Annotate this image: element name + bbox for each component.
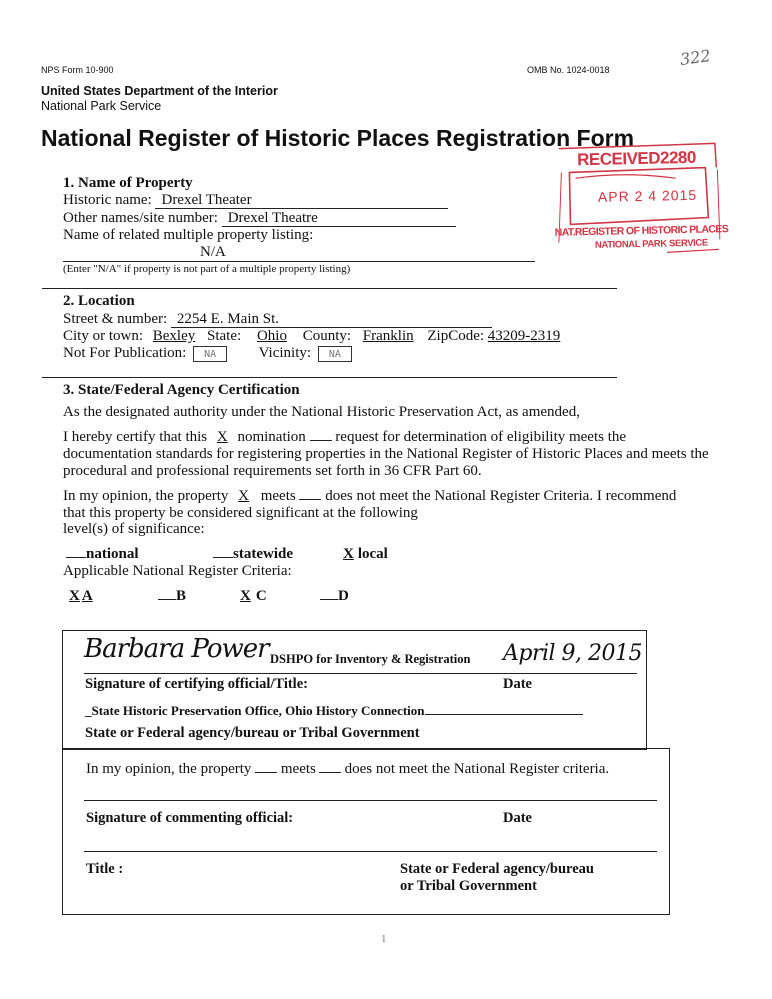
criteria-label: Applicable National Register Criteria: bbox=[63, 563, 292, 579]
office-prefix: _ bbox=[85, 703, 92, 718]
page-annotation: 322 bbox=[678, 45, 712, 70]
not-for-publication-label: Not For Publication: bbox=[63, 345, 187, 361]
nomination-mark: X bbox=[216, 429, 228, 445]
certifying-signature-line bbox=[84, 673, 637, 674]
commenting-meets-blank bbox=[255, 772, 277, 773]
certifying-signature-label: Signature of certifying official/Title: bbox=[85, 676, 308, 692]
certification-para1: As the designated authority under the National Historic Preservation Act, as amended, bbox=[63, 404, 580, 420]
criterion-c-label: C bbox=[255, 588, 267, 604]
city-row bbox=[63, 328, 560, 345]
page-number: 1 bbox=[381, 933, 387, 945]
level-local bbox=[337, 546, 388, 563]
stamp-received: RECEIVED2280 bbox=[576, 147, 697, 170]
page-title: National Register of Historic Places Registration Form bbox=[41, 125, 635, 151]
section3-heading: 3. State/Federal Agency Certification bbox=[63, 382, 300, 398]
para3-text-a: In my opinion, the property bbox=[63, 488, 229, 504]
level-national bbox=[66, 546, 139, 563]
stamp-line1: NAT.REGISTER OF HISTORIC PLACES bbox=[554, 223, 729, 239]
criterion-c-mark: X bbox=[240, 588, 251, 604]
opinion-para-line2: that this property be considered significant at the following bbox=[63, 505, 418, 521]
related-listing-label: Name of related multiple property listing: bbox=[63, 227, 314, 243]
zip-label: ZipCode: bbox=[427, 328, 485, 344]
statewide-blank bbox=[213, 557, 233, 558]
historic-name-label: Historic name: bbox=[63, 192, 152, 208]
certifying-signature: Barbara Power bbox=[84, 634, 269, 664]
criterion-c bbox=[234, 588, 267, 605]
stamp-line2: NATIONAL PARK SERVICE bbox=[594, 237, 708, 251]
para3-text-b: meets bbox=[260, 488, 296, 504]
form-number: NPS Form 10-900 bbox=[41, 65, 114, 75]
commenting-signature-line bbox=[84, 800, 657, 801]
certifying-office: State Historic Preservation Office, Ohio History Connection bbox=[91, 703, 425, 718]
para2-text-b: nomination bbox=[237, 429, 306, 445]
criterion-a bbox=[63, 588, 93, 605]
para3-text-c: does not meet the National Register Criteria. I recommend bbox=[325, 488, 677, 504]
commenting-signature-label: Signature of commenting official: bbox=[86, 810, 294, 826]
certifying-office-row bbox=[85, 703, 583, 719]
commenting-title-line bbox=[84, 851, 657, 852]
local-label: local bbox=[357, 546, 388, 562]
related-listing-field bbox=[63, 244, 535, 262]
county-label: County: bbox=[302, 328, 352, 344]
historic-name-value: Drexel Theater bbox=[155, 193, 448, 209]
commenting-opinion-a: In my opinion, the property bbox=[86, 761, 252, 777]
street-row bbox=[63, 311, 492, 328]
commenting-opinion-b: meets bbox=[280, 761, 316, 777]
commenting-date-label: Date bbox=[503, 810, 532, 826]
stamp-date: APR 2 4 2015 bbox=[597, 186, 698, 205]
department-name: United States Department of the Interior bbox=[41, 84, 278, 98]
omb-number: OMB No. 1024-0018 bbox=[527, 65, 610, 75]
received-stamp bbox=[554, 139, 729, 260]
meets-mark: X bbox=[238, 488, 249, 504]
agency-name: National Park Service bbox=[41, 99, 162, 113]
city-value: Bexley bbox=[152, 328, 196, 344]
commenting-agency-label-line1: State or Federal agency/bureau bbox=[400, 861, 594, 877]
commenting-title-label: Title : bbox=[86, 861, 124, 877]
other-names-label: Other names/site number: bbox=[63, 210, 218, 226]
does-not-meet-blank bbox=[299, 499, 321, 500]
related-listing-value: N/A bbox=[200, 244, 226, 260]
request-blank bbox=[310, 440, 332, 441]
criterion-d-label: D bbox=[338, 588, 349, 604]
certifying-agency-label: State or Federal agency/bureau or Tribal Government bbox=[85, 725, 420, 741]
related-listing-note: (Enter "N/A" if property is not part of a multiple property listing) bbox=[63, 263, 351, 275]
certification-para2-line3: procedural and professional requirements set forth in 36 CFR Part 60. bbox=[63, 463, 482, 479]
divider-1 bbox=[42, 288, 617, 289]
criterion-a-mark: X bbox=[69, 588, 80, 604]
national-blank bbox=[66, 557, 86, 558]
commenting-agency-label-line2: or Tribal Government bbox=[400, 878, 537, 894]
office-blank bbox=[425, 714, 583, 715]
national-label: national bbox=[86, 546, 139, 562]
criterion-d bbox=[320, 588, 349, 605]
commenting-opinion-row bbox=[86, 761, 609, 778]
commenting-opinion-c: does not meet the National Register criteria. bbox=[344, 761, 610, 777]
street-value: 2254 E. Main St. bbox=[171, 312, 492, 328]
section2-heading: 2. Location bbox=[63, 293, 135, 309]
criterion-a-label: A bbox=[81, 588, 93, 604]
commenting-does-not-meet-blank bbox=[319, 772, 341, 773]
state-value: Ohio bbox=[256, 328, 287, 344]
criterion-b bbox=[158, 588, 186, 605]
other-names-value: Drexel Theatre bbox=[222, 211, 456, 227]
criterion-b-blank bbox=[158, 599, 176, 600]
certifying-date: April 9, 2015 bbox=[503, 641, 643, 666]
certification-para2-line1 bbox=[63, 429, 626, 446]
certification-para2-line2: documentation standards for registering properties in the National Register of Historic Places and meets the bbox=[63, 446, 709, 462]
county-value: Franklin bbox=[362, 328, 414, 344]
local-mark: X bbox=[343, 546, 354, 562]
historic-name-row bbox=[63, 192, 448, 209]
divider-2 bbox=[42, 377, 617, 378]
certifying-title: DSHPO for Inventory & Registration bbox=[270, 652, 471, 666]
criterion-d-blank bbox=[320, 599, 338, 600]
vicinity-label: Vicinity: bbox=[258, 345, 312, 361]
level-statewide bbox=[213, 546, 293, 563]
opinion-para-line1 bbox=[63, 488, 676, 505]
other-names-row bbox=[63, 210, 456, 227]
criterion-b-label: B bbox=[176, 588, 187, 604]
vicinity-input[interactable]: NA bbox=[318, 346, 352, 362]
certifying-date-label: Date bbox=[503, 676, 532, 692]
para2-text-a: I hereby certify that this bbox=[63, 429, 208, 445]
not-for-publication-input[interactable]: NA bbox=[193, 346, 227, 362]
city-label: City or town: bbox=[63, 328, 144, 344]
para2-text-c: request for determination of eligibility meets the bbox=[335, 429, 627, 445]
street-label: Street & number: bbox=[63, 311, 168, 327]
statewide-label: statewide bbox=[233, 546, 293, 562]
state-label: State: bbox=[207, 328, 242, 344]
opinion-para-line3: level(s) of significance: bbox=[63, 521, 205, 537]
section1-heading: 1. Name of Property bbox=[63, 175, 193, 191]
publication-row bbox=[63, 345, 352, 362]
zip-value: 43209-2319 bbox=[487, 328, 561, 344]
